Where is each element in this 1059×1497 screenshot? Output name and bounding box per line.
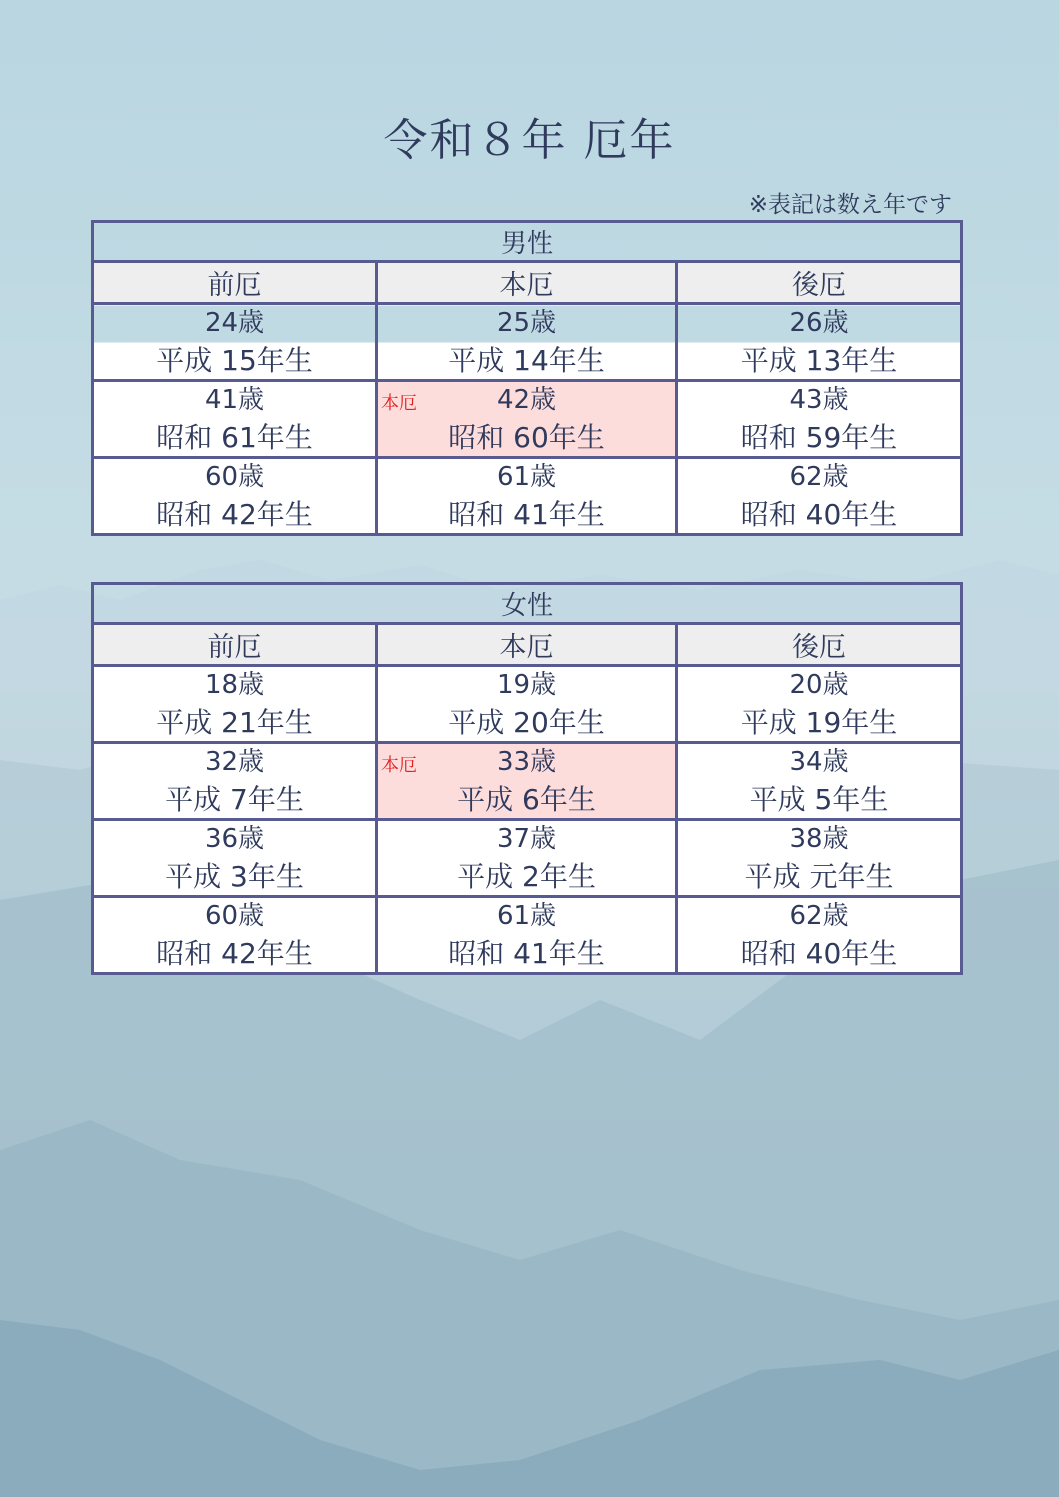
- age-text: 61歳: [496, 901, 557, 931]
- table-cell: [377, 304, 677, 381]
- birth-year-text: 昭和 41年生: [448, 498, 605, 531]
- age-text: 24歳: [204, 308, 265, 338]
- header-atoyaku: 後厄: [677, 624, 962, 666]
- birth-year-text: 昭和 42年生: [156, 937, 313, 970]
- male-table: [91, 220, 963, 536]
- header-atoyaku: 後厄: [677, 262, 962, 304]
- birth-year-text: 平成 21年生: [156, 706, 313, 739]
- table-cell: [377, 897, 677, 974]
- age-text: 60歳: [204, 901, 265, 931]
- birth-year-text: 平成 7年生: [165, 783, 304, 816]
- age-text: 34歳: [789, 747, 849, 777]
- age-notation-note: ※表記は数え年です: [748, 192, 952, 218]
- female-label: 女性: [93, 584, 962, 624]
- age-text: 43歳: [789, 385, 849, 415]
- honyaku-tag: 本厄: [381, 755, 417, 776]
- age-text: 38歳: [789, 824, 849, 854]
- header-maeyaku: 前厄: [93, 262, 377, 304]
- table-row: [93, 897, 962, 974]
- age-text: 41歳: [204, 385, 265, 415]
- birth-year-text: 昭和 40年生: [740, 498, 898, 531]
- age-text: 37歳: [496, 824, 557, 854]
- table-cell: [93, 304, 377, 381]
- age-text: 36歳: [204, 824, 265, 854]
- birth-year-text: 平成 3年生: [165, 860, 304, 893]
- table-row: [93, 458, 962, 535]
- table-cell: [677, 820, 962, 897]
- age-text: 18歳: [204, 670, 265, 700]
- table-cell: [377, 820, 677, 897]
- table-cell: [93, 897, 377, 974]
- birth-year-text: 平成 15年生: [156, 344, 313, 377]
- male-label: 男性: [93, 222, 962, 262]
- birth-year-text: 昭和 40年生: [740, 937, 898, 970]
- age-text: 32歳: [204, 747, 265, 777]
- header-honyaku: 本厄: [377, 624, 677, 666]
- table-cell: [677, 897, 962, 974]
- table-cell: [677, 381, 962, 458]
- age-text: 61歳: [496, 462, 557, 492]
- age-text: 33歳: [496, 747, 557, 777]
- birth-year-text: 昭和 61年生: [156, 421, 313, 454]
- table-cell: [93, 458, 377, 535]
- birth-year-text: 平成 13年生: [740, 344, 898, 377]
- table-cell: [677, 304, 962, 381]
- birth-year-text: 平成 6年生: [457, 783, 596, 816]
- table-cell: [377, 458, 677, 535]
- birth-year-text: 平成 5年生: [749, 783, 889, 816]
- age-text: 20歳: [789, 670, 849, 700]
- header-maeyaku: 前厄: [93, 624, 377, 666]
- birth-year-text: 平成 14年生: [448, 344, 605, 377]
- birth-year-text: 平成 元年生: [744, 860, 894, 893]
- age-text: 19歳: [496, 670, 557, 700]
- table-cell: [677, 743, 962, 820]
- female-table: [91, 582, 963, 975]
- table-row: [93, 820, 962, 897]
- birth-year-text: 昭和 41年生: [448, 937, 605, 970]
- honyaku-tag: 本厄: [381, 393, 417, 414]
- table-row: [93, 743, 962, 820]
- birth-year-text: 昭和 42年生: [156, 498, 313, 531]
- table-cell: [677, 666, 962, 743]
- age-text: 25歳: [496, 308, 557, 338]
- honyaku-highlight-cell: [377, 381, 677, 458]
- age-text: 42歳: [496, 385, 557, 415]
- page-title: 令和８年 厄年: [383, 115, 676, 166]
- age-text: 62歳: [789, 462, 849, 492]
- honyaku-highlight-cell: [377, 743, 677, 820]
- birth-year-text: 平成 20年生: [448, 706, 605, 739]
- table-cell: [93, 381, 377, 458]
- birth-year-text: 平成 2年生: [457, 860, 596, 893]
- birth-year-text: 昭和 59年生: [740, 421, 898, 454]
- table-row: [93, 381, 962, 458]
- table-cell: [93, 743, 377, 820]
- header-honyaku: 本厄: [377, 262, 677, 304]
- birth-year-text: 昭和 60年生: [448, 421, 605, 454]
- age-text: 26歳: [789, 308, 849, 338]
- table-cell: [93, 820, 377, 897]
- table-row: [93, 304, 962, 381]
- table-cell: [677, 458, 962, 535]
- age-text: 60歳: [204, 462, 265, 492]
- table-row: [93, 666, 962, 743]
- table-cell: [93, 666, 377, 743]
- birth-year-text: 平成 19年生: [740, 706, 898, 739]
- age-text: 62歳: [789, 901, 849, 931]
- table-cell: [377, 666, 677, 743]
